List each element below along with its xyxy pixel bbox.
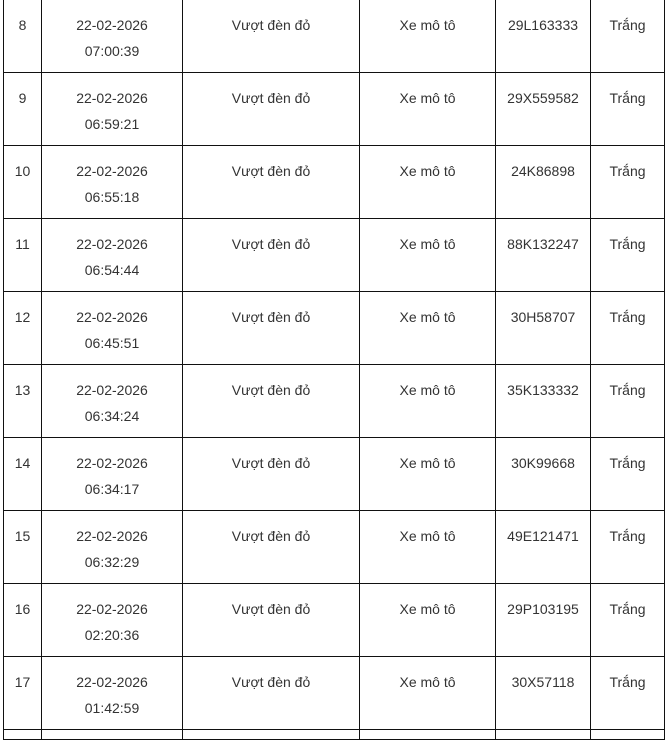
time-text: 07:00:39 <box>84 43 140 59</box>
datetime-cell <box>42 365 183 438</box>
row-number-cell: 11 <box>4 219 42 292</box>
time-text: 06:34:24 <box>84 408 140 424</box>
row-number-cell: 14 <box>4 438 42 511</box>
table-row <box>4 438 665 511</box>
row-number-cell: 12 <box>4 292 42 365</box>
date-text: 22-02-2026 <box>76 163 148 179</box>
table-row <box>4 584 665 657</box>
plate-cell: 30X57118 <box>496 657 591 730</box>
time-text: 06:59:21 <box>84 116 140 132</box>
vehicle-type-cell: Xe mô tô <box>360 438 496 511</box>
violation-cell: Vượt đèn đỏ <box>183 73 360 146</box>
color-cell: Trắng <box>591 657 665 730</box>
datetime-cell <box>42 73 183 146</box>
empty-cell <box>360 730 496 740</box>
violation-cell: Vượt đèn đỏ <box>183 146 360 219</box>
time-text: 06:34:17 <box>84 481 140 497</box>
vehicle-type-cell: Xe mô tô <box>360 657 496 730</box>
violations-table <box>3 0 665 740</box>
color-cell: Trắng <box>591 219 665 292</box>
datetime-cell <box>42 584 183 657</box>
date-text: 22-02-2026 <box>76 236 148 252</box>
time-text: 06:32:29 <box>84 554 140 570</box>
datetime-cell <box>42 0 183 73</box>
date-text: 22-02-2026 <box>76 455 148 471</box>
datetime-cell <box>42 511 183 584</box>
datetime-cell <box>42 219 183 292</box>
violation-cell: Vượt đèn đỏ <box>183 0 360 73</box>
color-cell: Trắng <box>591 365 665 438</box>
color-cell: Trắng <box>591 511 665 584</box>
violation-cell: Vượt đèn đỏ <box>183 657 360 730</box>
plate-cell: 30K99668 <box>496 438 591 511</box>
vehicle-type-cell: Xe mô tô <box>360 146 496 219</box>
empty-cell <box>591 730 665 740</box>
violation-cell: Vượt đèn đỏ <box>183 511 360 584</box>
table-row-partial <box>4 730 665 740</box>
row-number-cell: 10 <box>4 146 42 219</box>
date-text: 22-02-2026 <box>76 17 148 33</box>
plate-cell: 49E121471 <box>496 511 591 584</box>
color-cell: Trắng <box>591 0 665 73</box>
datetime-cell <box>42 292 183 365</box>
table-row <box>4 219 665 292</box>
date-text: 22-02-2026 <box>76 528 148 544</box>
vehicle-type-cell: Xe mô tô <box>360 365 496 438</box>
date-text: 22-02-2026 <box>76 90 148 106</box>
empty-cell <box>496 730 591 740</box>
table-row <box>4 0 665 73</box>
datetime-cell <box>42 438 183 511</box>
color-cell: Trắng <box>591 584 665 657</box>
table-row <box>4 292 665 365</box>
row-number-cell: 13 <box>4 365 42 438</box>
vehicle-type-cell: Xe mô tô <box>360 292 496 365</box>
vehicle-type-cell: Xe mô tô <box>360 73 496 146</box>
plate-cell: 88K132247 <box>496 219 591 292</box>
table-row <box>4 657 665 730</box>
table-row <box>4 73 665 146</box>
color-cell: Trắng <box>591 292 665 365</box>
datetime-cell <box>42 657 183 730</box>
table-row <box>4 146 665 219</box>
time-text: 06:45:51 <box>84 335 140 351</box>
row-number-cell: 15 <box>4 511 42 584</box>
vehicle-type-cell: Xe mô tô <box>360 584 496 657</box>
color-cell: Trắng <box>591 438 665 511</box>
plate-cell: 24K86898 <box>496 146 591 219</box>
plate-cell: 35K133332 <box>496 365 591 438</box>
date-text: 22-02-2026 <box>76 674 148 690</box>
violation-cell: Vượt đèn đỏ <box>183 438 360 511</box>
vehicle-type-cell: Xe mô tô <box>360 511 496 584</box>
violation-cell: Vượt đèn đỏ <box>183 219 360 292</box>
time-text: 01:42:59 <box>84 700 140 716</box>
table-row <box>4 511 665 584</box>
row-number-cell: 8 <box>4 0 42 73</box>
plate-cell: 29X559582 <box>496 73 591 146</box>
violation-cell: Vượt đèn đỏ <box>183 365 360 438</box>
empty-cell <box>4 730 42 740</box>
datetime-cell <box>42 146 183 219</box>
time-text: 06:55:18 <box>84 189 140 205</box>
empty-cell <box>183 730 360 740</box>
empty-cell <box>42 730 183 740</box>
date-text: 22-02-2026 <box>76 382 148 398</box>
violation-cell: Vượt đèn đỏ <box>183 292 360 365</box>
time-text: 02:20:36 <box>84 627 140 643</box>
row-number-cell: 17 <box>4 657 42 730</box>
date-text: 22-02-2026 <box>76 601 148 617</box>
row-number-cell: 9 <box>4 73 42 146</box>
time-text: 06:54:44 <box>84 262 140 278</box>
date-text: 22-02-2026 <box>76 309 148 325</box>
plate-cell: 29P103195 <box>496 584 591 657</box>
violation-cell: Vượt đèn đỏ <box>183 584 360 657</box>
row-number-cell: 16 <box>4 584 42 657</box>
color-cell: Trắng <box>591 73 665 146</box>
plate-cell: 30H58707 <box>496 292 591 365</box>
color-cell: Trắng <box>591 146 665 219</box>
vehicle-type-cell: Xe mô tô <box>360 219 496 292</box>
plate-cell: 29L163333 <box>496 0 591 73</box>
vehicle-type-cell: Xe mô tô <box>360 0 496 73</box>
table-row <box>4 365 665 438</box>
